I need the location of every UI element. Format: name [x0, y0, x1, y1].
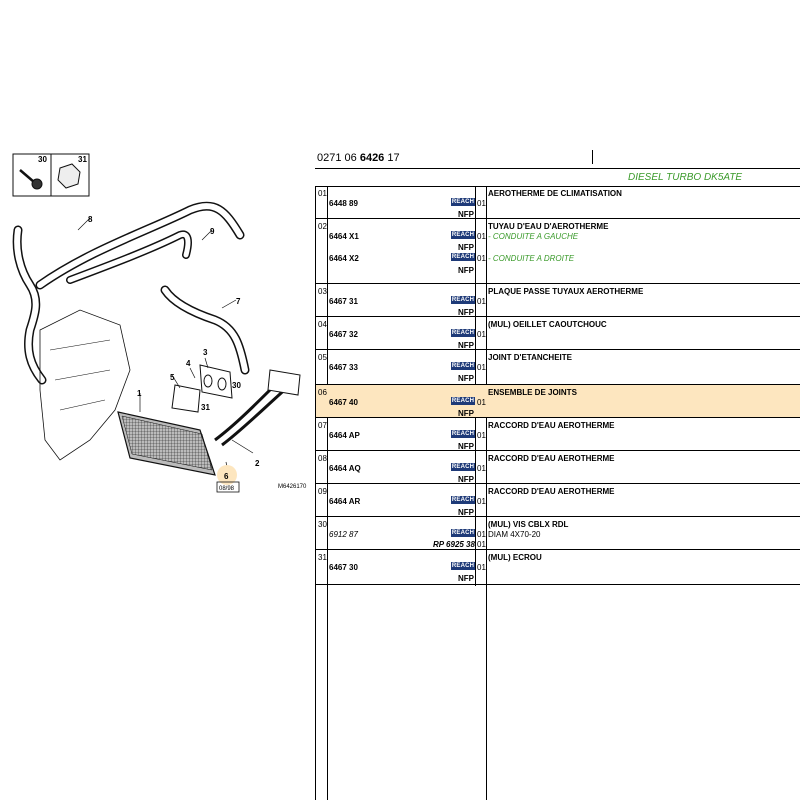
callout-8: 8: [88, 215, 93, 224]
table-row[interactable]: 07 6464 AP REACH 01 NFP RACCORD D'EAU AEROTHERME: [316, 418, 800, 451]
part-description: AEROTHERME DE CLIMATISATION: [488, 189, 622, 198]
table-row[interactable]: 09 6464 AR REACH 01 NFP RACCORD D'EAU AEROTHERME: [316, 484, 800, 517]
engine-row: [315, 168, 800, 187]
part-variant: - CONDUITE A GAUCHE: [488, 232, 579, 241]
part-description: (MUL) VIS CBLX RDL: [488, 520, 569, 529]
callout-1: 1: [137, 389, 142, 398]
reach-badge: REACH: [451, 330, 475, 336]
figure-code: M6426170: [278, 484, 307, 490]
part-description: TUYAU D'EAU D'AEROTHERME: [488, 222, 609, 231]
callout-5: 5: [170, 373, 175, 382]
part-code: 6467 31: [329, 297, 358, 306]
part-code: 6464 AP: [329, 431, 360, 440]
parts-table: [315, 186, 800, 800]
part-code: 6464 X1: [329, 232, 359, 241]
reach-badge: REACH: [451, 297, 475, 303]
callout-30-b: 30: [232, 381, 241, 390]
callout-7: 7: [236, 297, 241, 306]
reach-badge: REACH: [451, 464, 475, 470]
callout-2: 2: [255, 459, 260, 468]
replacement-part-code: RP 6925 38: [433, 540, 475, 549]
table-row[interactable]: 08 6464 AQ REACH 01 NFP RACCORD D'EAU AEROTHERME: [316, 451, 800, 484]
part-variant: - CONDUITE A DROITE: [488, 254, 575, 263]
callout-30: 30: [38, 155, 47, 164]
part-description: RACCORD D'EAU AEROTHERME: [488, 421, 615, 430]
part-code: 6464 AR: [329, 497, 361, 506]
reach-badge: REACH: [451, 232, 475, 238]
table-row[interactable]: 05 6467 33 REACH 01 NFP JOINT D'ETANCHEITE: [316, 350, 800, 385]
reach-badge: REACH: [451, 497, 475, 503]
part-code: 6464 X2: [329, 254, 359, 263]
part-code: 6467 40: [329, 398, 358, 407]
reference-header: [315, 150, 800, 169]
engine-label: DIESEL TURBO DK5ATE: [628, 172, 743, 183]
part-description: RACCORD D'EAU AEROTHERME: [488, 454, 615, 463]
reach-badge: REACH: [451, 398, 475, 404]
reach-badge: REACH: [451, 431, 475, 437]
reach-badge: REACH: [451, 530, 475, 536]
reach-badge: REACH: [451, 199, 475, 205]
table-row[interactable]: 04 6467 32 REACH 01 NFP (MUL) OEILLET CAOUTCHOUC: [316, 317, 800, 350]
part-description: PLAQUE PASSE TUYAUX AEROTHERME: [488, 287, 644, 296]
part-code: 6467 32: [329, 330, 358, 339]
part-description: RACCORD D'EAU AEROTHERME: [488, 487, 615, 496]
reach-badge: REACH: [451, 254, 475, 260]
part-description: JOINT D'ETANCHEITE: [488, 353, 572, 362]
reach-badge: REACH: [451, 563, 475, 569]
exploded-view-diagram: [0, 140, 310, 500]
reach-badge: REACH: [451, 363, 475, 369]
table-row[interactable]: 31 6467 30 REACH 01 NFP (MUL) ECROU: [316, 550, 800, 585]
table-row[interactable]: 01 6448 89 REACH 01 NFP AEROTHERME DE CLIMATISATION: [316, 186, 800, 219]
table-row[interactable]: 03 6467 31 REACH 01 NFP PLAQUE PASSE TUYAUX AEROTHERME: [316, 284, 800, 317]
part-description: (MUL) ECROU: [488, 553, 542, 562]
part-description: (MUL) OEILLET CAOUTCHOUC: [488, 320, 607, 329]
table-row-highlighted[interactable]: 06 6467 40 REACH 01 NFP ENSEMBLE DE JOINTS: [316, 385, 800, 418]
part-code: 6464 AQ: [329, 464, 361, 473]
part-code: 6467 30: [329, 563, 358, 572]
part-description: ENSEMBLE DE JOINTS: [488, 388, 577, 397]
callout-3: 3: [203, 348, 208, 357]
header-tick: [592, 150, 593, 164]
part-code: 6448 89: [329, 199, 358, 208]
part-spec: DIAM 4X70-20: [488, 530, 541, 539]
date-box-label: 08/98: [219, 486, 235, 492]
part-code: 6912 87: [329, 530, 358, 539]
callout-9: 9: [210, 227, 215, 236]
part-code: 6467 33: [329, 363, 358, 372]
table-row[interactable]: 02 6464 X1 REACH 01 NFP TUYAU D'EAU D'AEROTHERME - CONDUITE A GAUCHE 6464 X2 REACH 01 NFP - CONDUITE A DROITE: [316, 219, 800, 284]
table-row[interactable]: 30 6912 87 REACH 01 RP 6925 38 01 (MUL) VIS CBLX RDL DIAM 4X70-20: [316, 517, 800, 550]
reference-number: 0271 06 6426 17: [317, 152, 400, 164]
callout-6: 6: [224, 472, 229, 481]
callout-31: 31: [78, 155, 87, 164]
callout-31-b: 31: [201, 403, 210, 412]
callout-4: 4: [186, 359, 191, 368]
